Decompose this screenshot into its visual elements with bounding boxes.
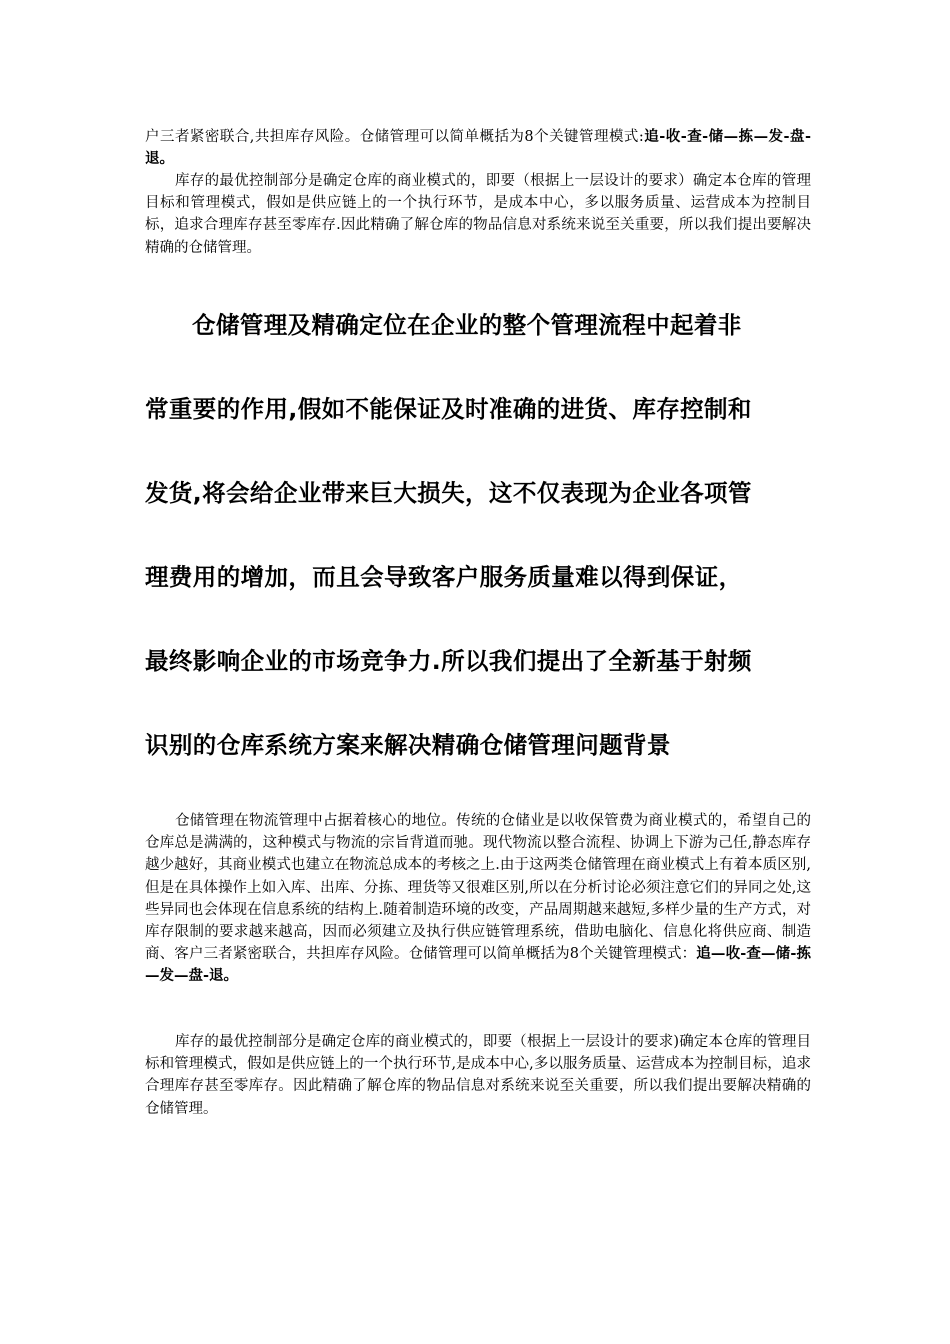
top-paragraph-1-text: 户三者紧密联合,共担库存风险。仓储管理可以简单概括为8个关键管理模式: — [145, 129, 644, 145]
bottom-paragraph-1-bold: 追—收-查—储-拣—发—盘-退。 — [145, 945, 811, 985]
bottom-paragraph-1-text: 仓储管理在物流管理中占据着核心的地位。传统的仓储业是以收保管费为商业模式的，希望自己的仓库总是满满的，这种模式与物流的宗旨背道而驰。现代物流以整合流程、协调上下游为己任,静态库存越少越好，其商业模式也建立在物流总成本的考核之上.由于这两类仓储管理在商业模式上有着本质区别,但是在具体操作上如入库、出库、分拣、理货等又很难区别,所以在分析讨论必须注意它们的异同之处,这些异同也会体现在信息系统的结构上.随着制造环境的改变，产品周期越来越短,多样少量的生产方式，对库存限制的要求越来越高，因而必须建立及执行供应链管理系统，借助电脑化、信息化将供应商、制造商、客户三者紧密联合，共担库存风险。仓储管理可以简单概括为8个关键管理模式： — [145, 813, 811, 963]
section-heading — [145, 283, 815, 787]
top-paragraph-1 — [145, 126, 811, 170]
heading-line: 识别的仓库系统方案来解决精确仓储管理问题背景 — [145, 731, 671, 759]
bottom-paragraph-1 — [145, 810, 811, 988]
heading-line: 发货,将会给企业带来巨大损失，这不仅表现为企业各项管 — [145, 479, 752, 507]
heading-line: 仓储管理及精确定位在企业的整个管理流程中起着非 — [192, 311, 742, 339]
heading-line: 常重要的作用,假如不能保证及时准确的进货、库存控制和 — [145, 395, 752, 423]
bottom-paragraph-2: 库存的最优控制部分是确定仓库的商业模式的，即要（根据上一层设计的要求)确定本仓库的管理目标和管理模式，假如是供应链上的一个执行环节,是成本中心,多以服务质量、运营成本为控制目标，追求合理库存甚至零库存。因此精确了解仓库的物品信息对系统来说至关重要，所以我们提出要解决精确的仓储管理。 — [145, 1034, 811, 1117]
heading-line: 理费用的增加，而且会导致客户服务质量难以得到保证， — [145, 563, 743, 591]
top-paragraph-1-bold: 追-收-查-储—拣—发-盘-退。 — [145, 128, 812, 168]
heading-line: 最终影响企业的市场竞争力.所以我们提出了全新基于射频 — [145, 647, 752, 675]
top-paragraph-2: 库存的最优控制部分是确定仓库的商业模式的，即要（根据上一层设计的要求）确定本仓库的管理目标和管理模式，假如是供应链上的一个执行环节，是成本中心，多以服务质量、运营成本为控制目标，追求合理库存甚至零库存.因此精确了解仓库的物品信息对系统来说至关重要，所以我们提出要解决精确的仓储管理。 — [145, 173, 811, 256]
